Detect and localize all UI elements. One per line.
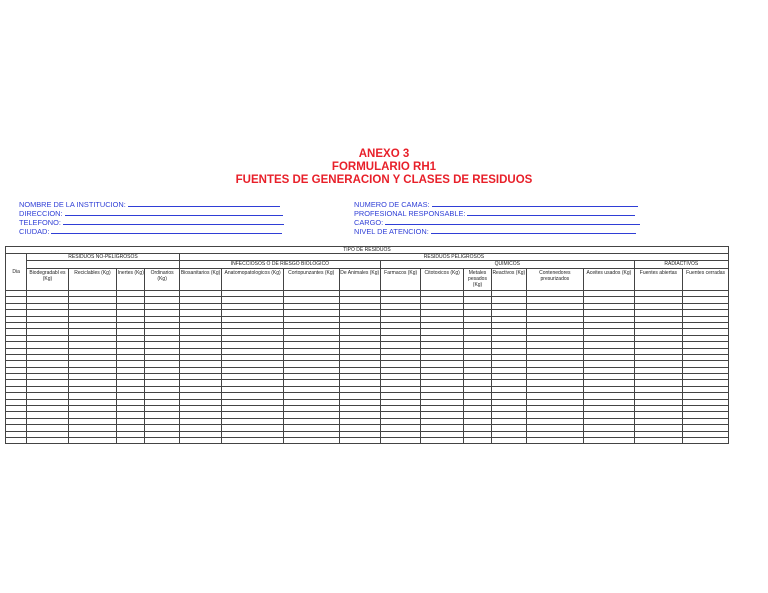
care-level-line <box>431 227 636 234</box>
day-header: Dia <box>6 254 27 291</box>
non-hazardous-header: RESIDUOS NO-PELIGROSOS <box>27 254 180 261</box>
table-row <box>6 437 729 443</box>
beds-line <box>432 200 638 207</box>
column-header: Reciclables (Kg) <box>68 269 117 291</box>
table-cell[interactable] <box>179 437 221 443</box>
table-cell[interactable] <box>68 437 117 443</box>
chemical-header: QUIMICOS <box>380 261 634 269</box>
column-header: Citotoxicos (Kg) <box>421 269 463 291</box>
care-level-field[interactable] <box>354 227 640 236</box>
beds-field[interactable] <box>354 200 640 209</box>
phone-label: TELEFONO: <box>19 218 61 227</box>
city-field[interactable] <box>19 227 284 236</box>
column-header: Reactivos (Kg) <box>492 269 526 291</box>
table-cell[interactable] <box>463 437 491 443</box>
address-label: DIRECCION: <box>19 209 63 218</box>
column-header: Cortopunzantes (Kg) <box>283 269 339 291</box>
institution-info-right <box>354 200 640 236</box>
address-line <box>65 209 283 216</box>
city-label: CIUDAD: <box>19 227 50 236</box>
radioactive-header: RADIACTIVOS <box>634 261 728 269</box>
phone-line <box>63 218 284 225</box>
table-cell[interactable] <box>117 437 145 443</box>
column-header: Contenedores presurizados <box>526 269 584 291</box>
phone-field[interactable] <box>19 218 284 227</box>
institution-name-label: NOMBRE DE LA INSTITUCION: <box>19 200 126 209</box>
city-line <box>51 227 282 234</box>
beds-label: NUMERO DE CAMAS: <box>354 200 430 209</box>
responsible-line <box>467 209 635 216</box>
column-header: Inertes (Kg) <box>117 269 145 291</box>
column-header: Fuentes abiertas <box>634 269 683 291</box>
column-header: Fuentes cerradas <box>683 269 729 291</box>
table-cell[interactable] <box>145 437 179 443</box>
table-cell[interactable] <box>421 437 463 443</box>
form-title-block <box>0 148 768 187</box>
column-header: Farmacos (Kg) <box>380 269 420 291</box>
waste-type-header: TIPO DE RESIDUOS <box>6 247 729 254</box>
column-header: Ordinarios (Kg) <box>145 269 179 291</box>
institution-name-line <box>128 200 280 207</box>
infectious-header: INFECCIOSOS O DE RIESGO BIOLOGICO <box>179 261 380 269</box>
table-cell[interactable] <box>339 437 380 443</box>
table-cell[interactable] <box>283 437 339 443</box>
annex-title: ANEXO 3 <box>358 148 410 160</box>
table-cell[interactable] <box>222 437 284 443</box>
table-cell[interactable] <box>634 437 683 443</box>
non-hazardous-spacer <box>27 261 180 269</box>
address-field[interactable] <box>19 209 284 218</box>
table-cell[interactable] <box>584 437 635 443</box>
table-cell[interactable] <box>526 437 584 443</box>
column-header: Biodegradabl es (Kg) <box>27 269 68 291</box>
table-cell[interactable] <box>683 437 729 443</box>
table-cell[interactable] <box>6 437 27 443</box>
column-header: Aceites usados (Kg) <box>584 269 635 291</box>
care-level-label: NIVEL DE ATENCION: <box>354 227 429 236</box>
column-header: Metales pesados (Kg) <box>463 269 491 291</box>
institution-name-field[interactable] <box>19 200 284 209</box>
position-field[interactable] <box>354 218 640 227</box>
form-code-title: FORMULARIO RH1 <box>331 161 437 173</box>
waste-table <box>5 246 729 444</box>
table-cell[interactable] <box>380 437 420 443</box>
table-cell[interactable] <box>27 437 68 443</box>
hazardous-header: RESIDUOS PELIGROSOS <box>179 254 728 261</box>
responsible-label: PROFESIONAL RESPONSABLE: <box>354 209 466 218</box>
responsible-field[interactable] <box>354 209 640 218</box>
column-header: Anatomopatologicos (Kg) <box>222 269 284 291</box>
column-header: Biosanitarios (Kg) <box>179 269 221 291</box>
column-header: De Animales (Kg) <box>339 269 380 291</box>
form-main-title: FUENTES DE GENERACION Y CLASES DE RESIDUOS <box>235 174 533 186</box>
institution-info-left <box>19 200 284 236</box>
position-line <box>385 218 640 225</box>
position-label: CARGO: <box>354 218 384 227</box>
table-cell[interactable] <box>492 437 526 443</box>
